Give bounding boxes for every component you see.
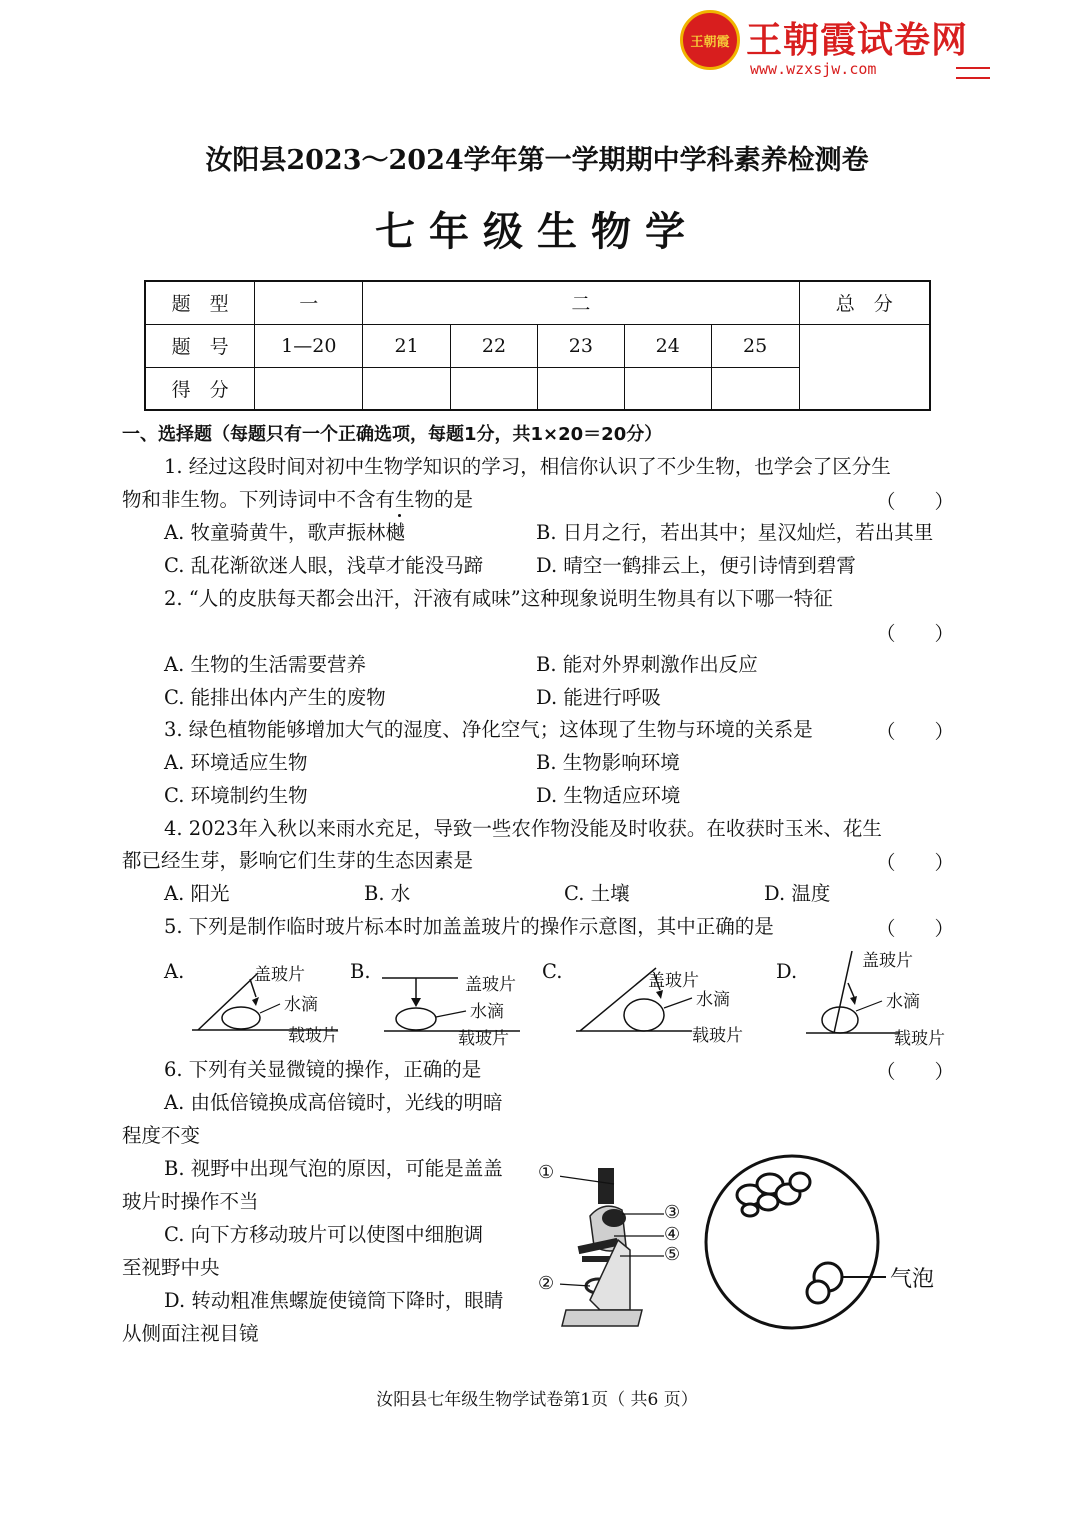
page-footer: 汝阳县七年级生物学试卷第1页（ 共6 页）: [376, 1390, 698, 1410]
answer-blank[interactable]: （ ）: [876, 622, 955, 645]
answer-blank[interactable]: （ ）: [876, 917, 955, 940]
row-label: 题 号: [145, 324, 255, 367]
arrow-head-icon: [850, 996, 857, 1005]
logo-decoration: [956, 67, 990, 79]
question-5-text: 5. 下列是制作临时玻片标本时加盖盖玻片的操作示意图，其中正确的是: [164, 915, 774, 938]
score-table: [144, 280, 931, 411]
label-water-drop: 水滴: [886, 992, 920, 1012]
label-slide: 载玻片: [288, 1026, 339, 1046]
cover-slip-line: [198, 973, 258, 1030]
option-c[interactable]: C. 乱花渐欲迷人眼，浅草才能没马蹄: [164, 554, 484, 577]
score-cell[interactable]: [255, 367, 363, 410]
label-slide: 载玻片: [894, 1029, 945, 1049]
arrow-head-icon: [411, 998, 421, 1007]
question-number: 21: [363, 324, 451, 367]
score-cell[interactable]: [711, 367, 799, 410]
eyepiece-shape: [598, 1168, 614, 1204]
answer-blank[interactable]: （ ）: [876, 1060, 955, 1083]
question-number: 24: [624, 324, 711, 367]
option-a[interactable]: A.: [164, 960, 185, 983]
label-cover-slip: 盖玻片: [465, 975, 516, 995]
water-drop-shape: [222, 1007, 260, 1029]
option-a[interactable]: A. 环境适应生物: [164, 751, 308, 774]
question-4-text-cont: 都已经生芽，影响它们生芽的生态因素是: [122, 849, 474, 872]
arrow-icon: [848, 983, 854, 997]
arrow-head-icon: [656, 990, 663, 999]
option-c[interactable]: C. 环境制约生物: [164, 784, 308, 807]
logo-badge-text: 王朝霞: [690, 34, 730, 50]
arrow-head-icon: [252, 997, 259, 1006]
exam-subject: 七年级生物学: [375, 208, 699, 255]
site-logo: [680, 10, 1010, 80]
leader-line: [260, 1004, 280, 1013]
total-score-cell[interactable]: [799, 324, 930, 410]
row-label: 题 型: [145, 281, 255, 324]
base-shape: [562, 1310, 642, 1326]
question-1-text-cont: 物和非生物。下列诗词中不含有生物的是: [122, 488, 474, 511]
question-1-text: 1. 经过这段时间对初中生物学知识的学习，相信你认识了不少生物，也学会了区分生: [164, 455, 891, 478]
option-d[interactable]: D. 生物适应环境: [536, 784, 681, 807]
exam-title: 汝阳县2023～2024学年第一学期期中学科素养检测卷: [205, 145, 869, 176]
option-d[interactable]: D. 温度: [764, 882, 831, 905]
label-water-drop: 水滴: [696, 990, 730, 1010]
label-water-drop: 水滴: [470, 1002, 504, 1022]
option-d[interactable]: D.: [776, 960, 798, 983]
marker-3: ③: [664, 1202, 681, 1223]
option-b[interactable]: B. 生物影响环境: [536, 751, 680, 774]
answer-blank[interactable]: （ ）: [876, 490, 955, 513]
question-2-text: 2. “人的皮肤每天都会出汗，汗液有咸味”这种现象说明生物具有以下哪一特征: [164, 587, 833, 610]
option-b[interactable]: B. 日月之行，若出其中；星汉灿烂，若出其里: [536, 521, 934, 544]
label-water-drop: 水滴: [284, 995, 318, 1015]
logo-url: www.wzxsjw.com: [750, 60, 877, 78]
marker-1: ①: [538, 1162, 555, 1183]
bubble-shape: [807, 1263, 842, 1303]
cell-cluster-shape: [737, 1173, 810, 1216]
question-6-text: 6. 下列有关显微镜的操作，正确的是: [164, 1058, 482, 1081]
score-cell[interactable]: [624, 367, 711, 410]
coarse-focus-shape: [602, 1209, 626, 1227]
leader-line: [856, 1001, 882, 1011]
part-two: 二: [363, 281, 799, 324]
score-cell[interactable]: [537, 367, 624, 410]
leader-line: [664, 998, 692, 1008]
part-one: 一: [255, 281, 363, 324]
cover-slip-line: [834, 951, 852, 1033]
marker-2: ②: [538, 1273, 555, 1294]
option-c[interactable]: C.: [542, 960, 563, 983]
option-b[interactable]: B.: [350, 960, 371, 983]
option-a[interactable]: A. 牧童骑黄牛，歌声振林樾: [164, 521, 405, 544]
option-c[interactable]: C. 向下方移动玻片可以使图中细胞调: [164, 1223, 484, 1246]
row-label: 得 分: [145, 367, 255, 410]
label-cover-slip: 盖玻片: [862, 951, 913, 971]
answer-blank[interactable]: （ ）: [876, 720, 955, 743]
option-a[interactable]: A. 生物的生活需要营养: [164, 653, 366, 676]
option-b[interactable]: B. 水: [364, 882, 411, 905]
question-number: 23: [537, 324, 624, 367]
water-drop-shape: [624, 999, 664, 1031]
option-b[interactable]: B. 能对外界刺激作出反应: [536, 653, 758, 676]
label-bubble: 气泡: [890, 1267, 935, 1292]
answer-blank[interactable]: （ ）: [876, 851, 955, 874]
water-drop-shape: [396, 1008, 436, 1030]
table-row: [145, 324, 930, 367]
question-3-text: 3. 绿色植物能够增加大气的湿度、净化空气；这体现了生物与环境的关系是: [164, 718, 813, 741]
section-heading: 一、选择题（每题只有一个正确选项，每题1分，共1×20＝20分）: [122, 424, 663, 445]
logo-badge-icon: [680, 10, 740, 70]
label-cover-slip: 盖玻片: [648, 971, 699, 991]
score-cell[interactable]: [451, 367, 538, 410]
option-b-cont[interactable]: 玻片时操作不当: [122, 1190, 259, 1213]
option-a-cont[interactable]: 程度不变: [122, 1124, 201, 1147]
option-d[interactable]: D. 晴空一鹤排云上，便引诗情到碧霄: [536, 554, 856, 577]
question-number: 22: [451, 324, 538, 367]
option-d-cont[interactable]: 从侧面注视目镜: [122, 1322, 259, 1345]
option-d[interactable]: D. 转动粗准焦螺旋使镜筒下降时，眼睛: [164, 1289, 504, 1312]
logo-name: 王朝霞试卷网: [746, 20, 969, 61]
option-c[interactable]: C. 土壤: [564, 882, 630, 905]
label-cover-slip: 盖玻片: [254, 965, 305, 985]
leader-line: [436, 1011, 466, 1017]
marker-4: ④: [664, 1224, 681, 1245]
option-b[interactable]: B. 视野中出现气泡的原因，可能是盖盖: [164, 1157, 503, 1180]
total-header: 总 分: [799, 281, 930, 324]
label-slide: 载玻片: [458, 1029, 509, 1049]
score-cell[interactable]: [363, 367, 451, 410]
emphasis-dot: [398, 514, 401, 517]
question-number: 25: [711, 324, 799, 367]
question-4-text: 4. 2023年入秋以来雨水充足，导致一些农作物没能及时收获。在收获时玉米、花生: [164, 817, 882, 840]
option-d[interactable]: D. 能进行呼吸: [536, 686, 661, 709]
water-drop-shape: [822, 1007, 858, 1033]
option-a[interactable]: A. 由低倍镜换成高倍镜时，光线的明暗: [164, 1091, 503, 1114]
option-a[interactable]: A. 阳光: [164, 882, 230, 905]
table-row: [145, 281, 930, 324]
question-range: 1—20: [255, 324, 363, 367]
option-c-cont[interactable]: 至视野中央: [122, 1256, 220, 1279]
marker-5: ⑤: [664, 1244, 681, 1265]
field-of-view-figure: [700, 1150, 950, 1335]
option-c[interactable]: C. 能排出体内产生的废物: [164, 686, 386, 709]
label-slide: 载玻片: [692, 1026, 743, 1046]
